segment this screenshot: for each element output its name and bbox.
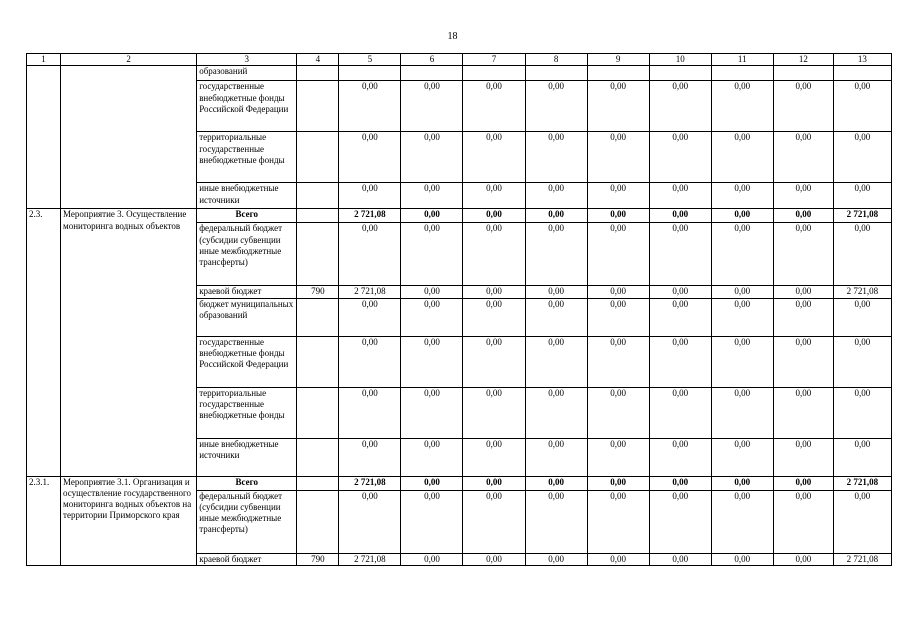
funding-source-total: Всего <box>197 209 297 223</box>
value-cell: 0,00 <box>463 209 525 223</box>
value-cell: 0,00 <box>587 387 649 438</box>
value-cell: 0,00 <box>525 81 587 132</box>
value-cell: 0,00 <box>833 387 891 438</box>
value-cell: 0,00 <box>773 387 833 438</box>
value-cell: 0,00 <box>525 553 587 565</box>
value-cell: 0,00 <box>711 223 773 286</box>
value-cell: 0,00 <box>463 490 525 553</box>
value-cell: 0,00 <box>649 286 711 298</box>
value-cell: 0,00 <box>711 209 773 223</box>
value-cell: 0,00 <box>525 490 587 553</box>
budget-code <box>297 298 339 336</box>
value-cell: 0,00 <box>587 223 649 286</box>
value-cell: 0,00 <box>339 438 401 476</box>
value-cell: 0,00 <box>711 476 773 490</box>
budget-code: 790 <box>297 553 339 565</box>
value-cell: 0,00 <box>401 387 463 438</box>
value-cell: 0,00 <box>525 132 587 183</box>
value-cell: 0,00 <box>833 298 891 336</box>
value-cell: 0,00 <box>463 286 525 298</box>
table-row <box>27 209 892 223</box>
value-cell <box>587 66 649 81</box>
column-number: 9 <box>587 54 649 66</box>
value-cell: 0,00 <box>525 387 587 438</box>
value-cell: 0,00 <box>587 286 649 298</box>
value-cell: 0,00 <box>339 81 401 132</box>
funding-source: бюджет муниципальных образований <box>197 298 297 336</box>
value-cell: 0,00 <box>711 298 773 336</box>
value-cell: 0,00 <box>649 490 711 553</box>
value-cell: 0,00 <box>401 298 463 336</box>
value-cell: 0,00 <box>401 81 463 132</box>
value-cell: 0,00 <box>463 438 525 476</box>
value-cell: 0,00 <box>833 336 891 387</box>
value-cell <box>525 66 587 81</box>
value-cell: 2 721,08 <box>339 209 401 223</box>
value-cell: 0,00 <box>587 438 649 476</box>
value-cell: 0,00 <box>649 336 711 387</box>
value-cell: 0,00 <box>773 298 833 336</box>
value-cell: 0,00 <box>339 490 401 553</box>
value-cell: 0,00 <box>711 387 773 438</box>
value-cell: 0,00 <box>649 476 711 490</box>
funding-source: федеральный бюджет (субсидии субвенции иные межбюджетные трансферты) <box>197 490 297 553</box>
value-cell: 0,00 <box>463 336 525 387</box>
column-number: 1 <box>27 54 61 66</box>
value-cell: 0,00 <box>525 476 587 490</box>
value-cell: 0,00 <box>339 298 401 336</box>
column-number: 4 <box>297 54 339 66</box>
value-cell: 0,00 <box>711 490 773 553</box>
value-cell: 0,00 <box>773 81 833 132</box>
column-number: 13 <box>833 54 891 66</box>
value-cell: 0,00 <box>463 223 525 286</box>
table-row <box>27 476 892 490</box>
value-cell: 0,00 <box>773 223 833 286</box>
budget-code <box>297 66 339 81</box>
value-cell <box>463 66 525 81</box>
value-cell: 0,00 <box>587 132 649 183</box>
funding-source: краевой бюджет <box>197 286 297 298</box>
page-number: 18 <box>447 31 458 42</box>
activity-code: 2.3.1. <box>27 476 61 565</box>
activity-code: 2.3. <box>27 209 61 476</box>
column-number-row <box>27 54 892 66</box>
funding-source: образований <box>197 66 297 81</box>
funding-source: территориальные государственные внебюджетные фонды <box>197 132 297 183</box>
funding-source: иные внебюджетные источники <box>197 438 297 476</box>
value-cell: 0,00 <box>339 183 401 209</box>
value-cell: 0,00 <box>463 81 525 132</box>
value-cell: 0,00 <box>587 81 649 132</box>
value-cell: 0,00 <box>401 553 463 565</box>
value-cell <box>773 66 833 81</box>
value-cell: 2 721,08 <box>339 286 401 298</box>
value-cell: 0,00 <box>649 223 711 286</box>
value-cell: 0,00 <box>525 298 587 336</box>
value-cell: 0,00 <box>525 286 587 298</box>
value-cell: 0,00 <box>463 553 525 565</box>
budget-code <box>297 132 339 183</box>
value-cell: 0,00 <box>463 132 525 183</box>
budget-code <box>297 209 339 223</box>
value-cell: 0,00 <box>649 183 711 209</box>
column-number: 5 <box>339 54 401 66</box>
value-cell: 0,00 <box>833 438 891 476</box>
value-cell: 0,00 <box>525 438 587 476</box>
value-cell: 0,00 <box>339 132 401 183</box>
value-cell: 0,00 <box>649 81 711 132</box>
value-cell: 0,00 <box>773 286 833 298</box>
value-cell: 0,00 <box>711 132 773 183</box>
value-cell: 0,00 <box>587 490 649 553</box>
budget-code <box>297 490 339 553</box>
value-cell: 0,00 <box>525 223 587 286</box>
value-cell: 0,00 <box>339 223 401 286</box>
column-number: 6 <box>401 54 463 66</box>
value-cell: 0,00 <box>463 387 525 438</box>
funding-source: краевой бюджет <box>197 553 297 565</box>
budget-code <box>297 223 339 286</box>
activity-name: Мероприятие 3.1. Организация и осуществление государственного мониторинга водных объектов на территории Приморского края <box>61 476 197 565</box>
value-cell: 0,00 <box>711 438 773 476</box>
column-number: 3 <box>197 54 297 66</box>
column-number: 12 <box>773 54 833 66</box>
value-cell: 0,00 <box>649 298 711 336</box>
value-cell: 0,00 <box>773 132 833 183</box>
value-cell: 0,00 <box>773 209 833 223</box>
value-cell: 0,00 <box>463 476 525 490</box>
value-cell: 0,00 <box>833 183 891 209</box>
value-cell: 0,00 <box>649 209 711 223</box>
budget-code <box>297 438 339 476</box>
value-cell: 2 721,08 <box>339 553 401 565</box>
funding-source: государственные внебюджетные фонды Российской Федерации <box>197 336 297 387</box>
value-cell: 0,00 <box>649 387 711 438</box>
value-cell: 0,00 <box>587 209 649 223</box>
value-cell: 2 721,08 <box>339 476 401 490</box>
value-cell: 0,00 <box>339 336 401 387</box>
value-cell: 0,00 <box>463 183 525 209</box>
value-cell: 0,00 <box>401 209 463 223</box>
value-cell: 0,00 <box>773 490 833 553</box>
table-row <box>27 66 892 81</box>
activity-name <box>61 66 197 209</box>
value-cell: 0,00 <box>833 223 891 286</box>
budget-code <box>297 387 339 438</box>
value-cell: 0,00 <box>401 476 463 490</box>
value-cell: 0,00 <box>833 490 891 553</box>
funding-source-total: Всего <box>197 476 297 490</box>
value-cell: 0,00 <box>711 183 773 209</box>
activity-name: Мероприятие 3. Осуществление мониторинга водных объектов <box>61 209 197 476</box>
value-cell: 0,00 <box>525 209 587 223</box>
value-cell: 0,00 <box>587 298 649 336</box>
value-cell: 0,00 <box>401 438 463 476</box>
value-cell: 0,00 <box>401 132 463 183</box>
column-number: 10 <box>649 54 711 66</box>
value-cell: 0,00 <box>463 298 525 336</box>
value-cell: 0,00 <box>773 476 833 490</box>
value-cell: 2 721,08 <box>833 476 891 490</box>
column-number: 7 <box>463 54 525 66</box>
value-cell: 0,00 <box>711 553 773 565</box>
budget-table <box>26 53 892 566</box>
value-cell: 0,00 <box>649 132 711 183</box>
value-cell: 0,00 <box>773 336 833 387</box>
value-cell: 0,00 <box>587 476 649 490</box>
value-cell: 0,00 <box>587 553 649 565</box>
value-cell: 0,00 <box>773 438 833 476</box>
funding-source: территориальные государственные внебюджетные фонды <box>197 387 297 438</box>
column-number: 2 <box>61 54 197 66</box>
value-cell: 0,00 <box>773 553 833 565</box>
value-cell: 0,00 <box>711 286 773 298</box>
funding-source: государственные внебюджетные фонды Российской Федерации <box>197 81 297 132</box>
value-cell: 2 721,08 <box>833 209 891 223</box>
budget-code <box>297 183 339 209</box>
value-cell: 0,00 <box>401 490 463 553</box>
value-cell <box>401 66 463 81</box>
value-cell: 0,00 <box>525 336 587 387</box>
value-cell <box>833 66 891 81</box>
activity-code <box>27 66 61 209</box>
funding-source: иные внебюджетные источники <box>197 183 297 209</box>
value-cell <box>649 66 711 81</box>
value-cell: 0,00 <box>401 286 463 298</box>
value-cell: 0,00 <box>649 438 711 476</box>
value-cell: 0,00 <box>525 183 587 209</box>
value-cell: 0,00 <box>649 553 711 565</box>
value-cell <box>339 66 401 81</box>
value-cell: 0,00 <box>833 81 891 132</box>
column-number: 11 <box>711 54 773 66</box>
value-cell: 0,00 <box>401 336 463 387</box>
budget-code <box>297 81 339 132</box>
funding-source: федеральный бюджет (субсидии субвенции иные межбюджетные трансферты) <box>197 223 297 286</box>
value-cell: 0,00 <box>587 336 649 387</box>
value-cell <box>711 66 773 81</box>
budget-code <box>297 476 339 490</box>
value-cell: 0,00 <box>339 387 401 438</box>
column-number: 8 <box>525 54 587 66</box>
value-cell: 0,00 <box>773 183 833 209</box>
value-cell: 0,00 <box>833 132 891 183</box>
value-cell: 0,00 <box>711 81 773 132</box>
value-cell: 2 721,08 <box>833 553 891 565</box>
value-cell: 0,00 <box>401 183 463 209</box>
value-cell: 2 721,08 <box>833 286 891 298</box>
value-cell: 0,00 <box>711 336 773 387</box>
budget-code <box>297 336 339 387</box>
value-cell: 0,00 <box>587 183 649 209</box>
value-cell: 0,00 <box>401 223 463 286</box>
budget-code: 790 <box>297 286 339 298</box>
